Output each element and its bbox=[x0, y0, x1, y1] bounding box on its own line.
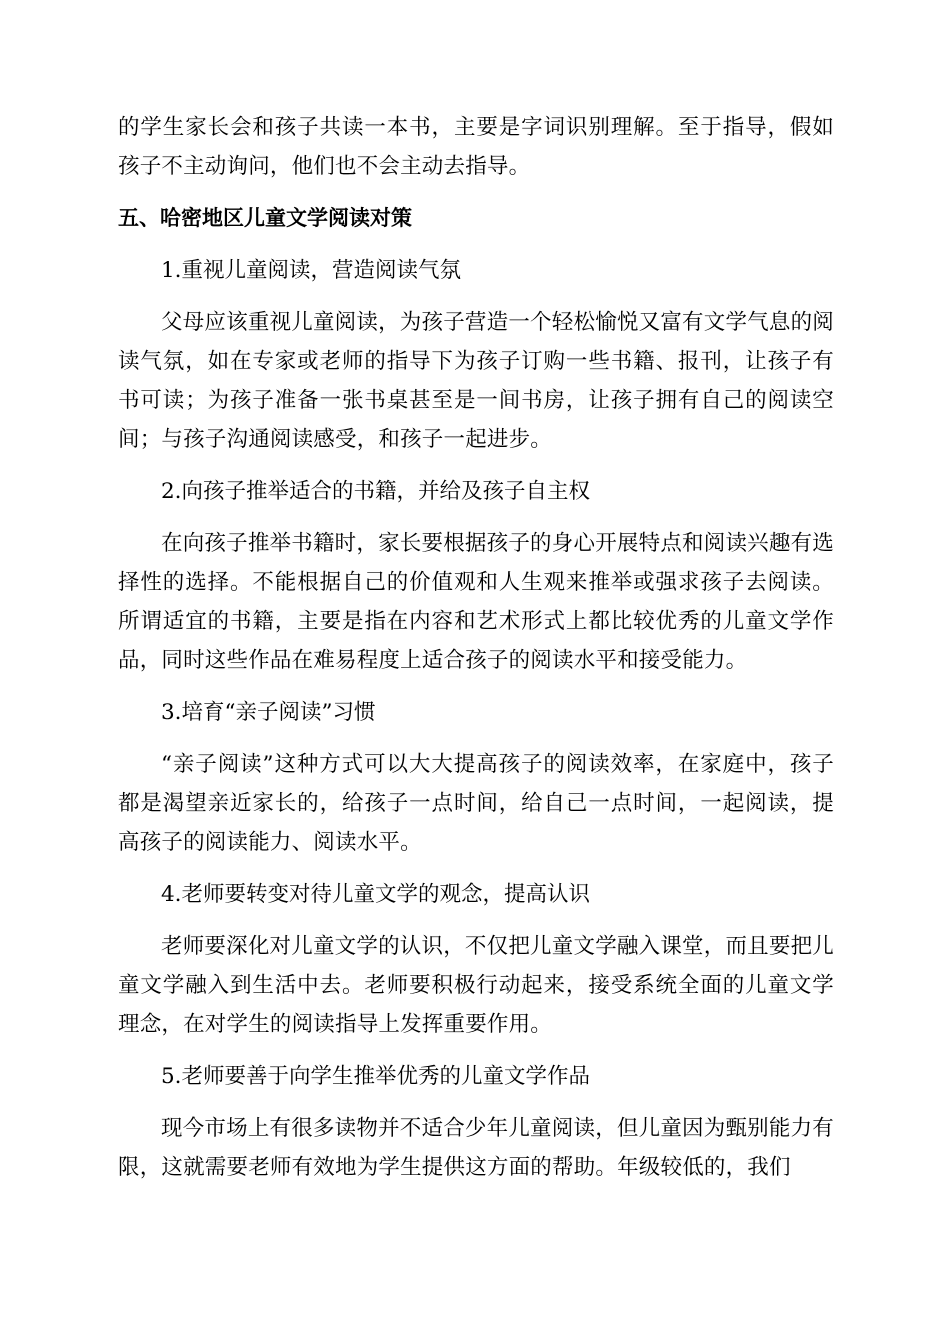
intro-paragraph: 的学生家长会和孩子共读一本书，主要是字词识别理解。至于指导，假如孩子不主动询问，他们也不会主动去指导。 bbox=[118, 115, 834, 179]
item-5-title: 5.老师要善于向学生推举优秀的儿童文学作品 bbox=[161, 1064, 591, 1089]
item-3-body: “亲子阅读”这种方式可以大大提高孩子的阅读效率，在家庭中，孩子都是渴望亲近家长的，给孩子一点时间，给自己一点时间，一起阅读，提高孩子的阅读能力、阅读水平。 bbox=[118, 752, 834, 855]
item-5-body: 现今市场上有很多读物并不适合少年儿童阅读，但儿童因为甄别能力有限，这就需要老师有效地为学生提供这方面的帮助。年级较低的，我们 bbox=[118, 1116, 834, 1180]
item-3-title: 3.培育“亲子阅读”习惯 bbox=[161, 700, 376, 725]
item-4-body: 老师要深化对儿童文学的认识，不仅把儿童文学融入课堂，而且要把儿童文学融入到生活中去。老师要积极行动起来，接受系统全面的儿童文学理念，在对学生的阅读指导上发挥重要作用。 bbox=[118, 934, 834, 1037]
document-page bbox=[118, 108, 834, 1187]
item-2-title: 2.向孩子推举适合的书籍，并给及孩子自主权 bbox=[161, 479, 591, 504]
item-2-body: 在向孩子推举书籍时，家长要根据孩子的身心开展特点和阅读兴趣有选择性的选择。不能根据自己的价值观和人生观来推举或强求孩子去阅读。所谓适宜的书籍，主要是指在内容和艺术形式上都比较优秀的儿童文学作品，同时这些作品在难易程度上适合孩子的阅读水平和接受能力。 bbox=[118, 531, 834, 673]
item-1-body: 父母应该重视儿童阅读，为孩子营造一个轻松愉悦又富有文学气息的阅读气氛，如在专家或老师的指导下为孩子订购一些书籍、报刊，让孩子有书可读；为孩子准备一张书桌甚至是一间书房，让孩子拥有自己的阅读空间；与孩子沟通阅读感受，和孩子一起进步。 bbox=[118, 310, 834, 452]
section-heading: 五、哈密地区儿童文学阅读对策 bbox=[118, 206, 412, 230]
item-4-title: 4.老师要转变对待儿童文学的观念，提高认识 bbox=[161, 882, 591, 907]
item-1-title: 1.重视儿童阅读，营造阅读气氛 bbox=[161, 258, 462, 283]
